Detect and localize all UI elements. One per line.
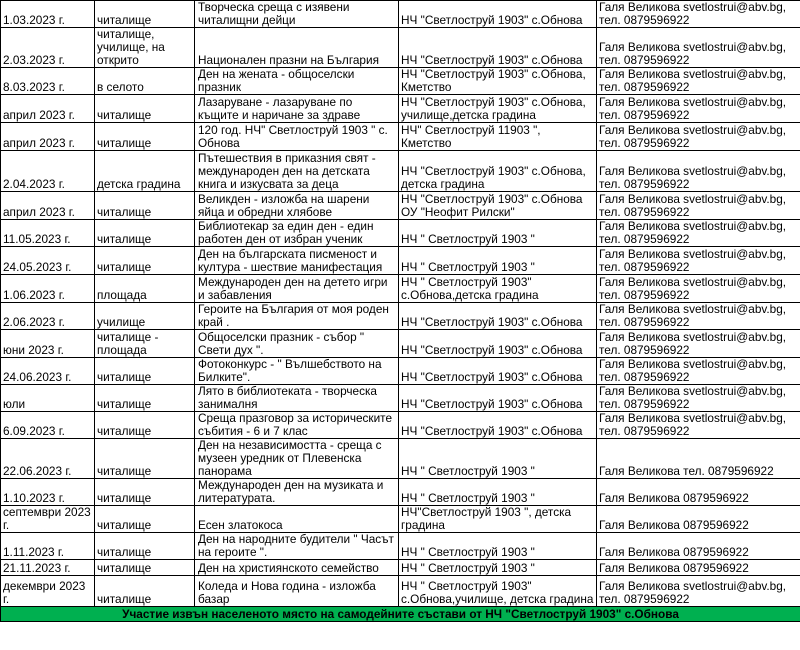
organizer-cell[interactable]: НЧ " Светлоструй 1903" с.Обнова,училище, детска градина: [399, 576, 597, 607]
contact-cell[interactable]: Галя Великова svetlostrui@abv.bg, тел. 0879596922: [597, 412, 800, 439]
event-cell[interactable]: Есен златокоса: [195, 506, 399, 533]
date-cell[interactable]: юни 2023 г.: [1, 330, 95, 358]
place-cell[interactable]: площада: [95, 275, 195, 303]
organizer-cell[interactable]: НЧ " Светлоструй 1903 ": [399, 533, 597, 560]
event-cell[interactable]: Ден на независимостта - среща с музеен уредник от Плевенска панорама: [195, 439, 399, 479]
date-cell[interactable]: 24.05.2023 г.: [1, 247, 95, 275]
place-cell[interactable]: читалище: [95, 560, 195, 576]
organizer-cell[interactable]: НЧ"Светлоструй 1903 ", детска градина: [399, 506, 597, 533]
contact-cell[interactable]: Галя Великова svetlostrui@abv.bg, тел. 0879596922: [597, 358, 800, 385]
table-row: [1, 220, 800, 247]
date-cell[interactable]: 2.03.2023 г.: [1, 28, 95, 68]
event-cell[interactable]: Творческа среща с изявени читалищни дейци: [195, 1, 399, 28]
date-cell[interactable]: 2.06.2023 г.: [1, 303, 95, 330]
place-cell[interactable]: читалище: [95, 247, 195, 275]
place-cell[interactable]: читалище: [95, 533, 195, 560]
contact-cell[interactable]: Галя Великова svetlostrui@abv.bg, тел. 0879596922: [597, 275, 800, 303]
place-cell[interactable]: училище: [95, 303, 195, 330]
contact-cell[interactable]: Галя Великова svetlostrui@abv.bg, тел. 0879596922: [597, 330, 800, 358]
table-row: [1, 479, 800, 506]
contact-cell[interactable]: Галя Великова svetlostrui@abv.bg, тел. 0879596922: [597, 151, 800, 192]
date-cell[interactable]: 21.11.2023 г.: [1, 560, 95, 576]
date-cell[interactable]: 6.09.2023 г.: [1, 412, 95, 439]
table-row: [1, 560, 800, 576]
organizer-cell[interactable]: НЧ "Светлоструй 1903" с.Обнова, Кметство: [399, 68, 597, 95]
event-cell[interactable]: Героите на България от моя роден край .: [195, 303, 399, 330]
table-row: [1, 358, 800, 385]
contact-cell[interactable]: Галя Великова svetlostrui@abv.bg, тел. 0879596922: [597, 576, 800, 607]
organizer-cell[interactable]: НЧ "Светлоструй 1903" с.Обнова: [399, 303, 597, 330]
organizer-cell[interactable]: НЧ "Светлоструй 1903" с.Обнова: [399, 358, 597, 385]
table-row: [1, 192, 800, 220]
contact-cell[interactable]: Галя Великова svetlostrui@abv.bg, тел. 0879596922: [597, 1, 800, 28]
place-cell[interactable]: читалище: [95, 439, 195, 479]
event-cell[interactable]: Великден - изложба на шарени яйца и обредни хлябове: [195, 192, 399, 220]
organizer-cell[interactable]: НЧ "Светлоструй 1903" с.Обнова, детска градина: [399, 151, 597, 192]
table-row: [1, 275, 800, 303]
event-cell[interactable]: Ден на християнското семейство: [195, 560, 399, 576]
table-row: [1, 1, 800, 28]
table-row: [1, 439, 800, 479]
organizer-cell[interactable]: НЧ "Светлоструй 1903" с.Обнова: [399, 412, 597, 439]
place-cell[interactable]: читалище - площада: [95, 330, 195, 358]
event-cell[interactable]: Ден на българската писменост и култура - шествие манифестация: [195, 247, 399, 275]
table-row: [1, 412, 800, 439]
organizer-cell[interactable]: НЧ "Светлоструй 1903" с.Обнова: [399, 28, 597, 68]
place-cell[interactable]: читалище: [95, 192, 195, 220]
section-header-cell[interactable]: Участие извън населеното място на самодейните състави от НЧ "Светлоструй 1903" с.Обнова: [1, 607, 800, 622]
organizer-cell[interactable]: НЧ "Светлоструй 1903" с.Обнова, училище,детска градина: [399, 95, 597, 123]
table-row: [1, 28, 800, 68]
organizer-cell[interactable]: НЧ "Светлоструй 1903" с.Обнова: [399, 1, 597, 28]
contact-cell[interactable]: Галя Великова 0879596922: [597, 560, 800, 576]
contact-cell[interactable]: Галя Великова svetlostrui@abv.bg, тел. 0879596922: [597, 385, 800, 412]
organizer-cell[interactable]: НЧ " Светлоструй 1903" с.Обнова,детска градина: [399, 275, 597, 303]
contact-cell[interactable]: Галя Великова 0879596922: [597, 506, 800, 533]
date-cell[interactable]: 1.10.2023 г.: [1, 479, 95, 506]
place-cell[interactable]: читалище: [95, 506, 195, 533]
contact-cell[interactable]: Галя Великова svetlostrui@abv.bg, тел. 0879596922: [597, 247, 800, 275]
table-row: [1, 330, 800, 358]
contact-cell[interactable]: Галя Великова svetlostrui@abv.bg, тел. 0879596922: [597, 28, 800, 68]
event-cell[interactable]: Международен ден на музиката и литературата.: [195, 479, 399, 506]
date-cell[interactable]: декември 2023 г.: [1, 576, 95, 607]
place-cell[interactable]: читалище: [95, 1, 195, 28]
table-row: [1, 68, 800, 95]
organizer-cell[interactable]: НЧ " Светлоструй 1903 ": [399, 479, 597, 506]
event-cell[interactable]: Коледа и Нова година - изложба базар: [195, 576, 399, 607]
contact-cell[interactable]: Галя Великова svetlostrui@abv.bg, тел. 0879596922: [597, 68, 800, 95]
contact-cell[interactable]: Галя Великова svetlostrui@abv.bg, тел. 0879596922: [597, 192, 800, 220]
date-cell[interactable]: 8.03.2023 г.: [1, 68, 95, 95]
organizer-cell[interactable]: НЧ " Светлоструй 1903 ": [399, 560, 597, 576]
event-cell[interactable]: Ден на жената - общоселски празник: [195, 68, 399, 95]
table-row: [1, 303, 800, 330]
date-cell[interactable]: април 2023 г.: [1, 95, 95, 123]
contact-cell[interactable]: Галя Великова svetlostrui@abv.bg, тел. 0879596922: [597, 95, 800, 123]
organizer-cell[interactable]: НЧ "Светлоструй 1903" с.Обнова ОУ "Неофит Рилски": [399, 192, 597, 220]
table-row: [1, 533, 800, 560]
place-cell[interactable]: читалище: [95, 412, 195, 439]
table-row: [1, 123, 800, 151]
event-cell[interactable]: Общоселски празник - събор " Свети дух ".: [195, 330, 399, 358]
table-row: [1, 576, 800, 607]
date-cell[interactable]: 22.06.2023 г.: [1, 439, 95, 479]
date-cell[interactable]: 1.11.2023 г.: [1, 533, 95, 560]
contact-cell[interactable]: Галя Великова 0879596922: [597, 479, 800, 506]
table-row: [1, 385, 800, 412]
place-cell[interactable]: детска градина: [95, 151, 195, 192]
event-cell[interactable]: Среща празговор за историческите събития - 6 и 7 клас: [195, 412, 399, 439]
organizer-cell[interactable]: НЧ" Светлоструй 11903 ", Кметство: [399, 123, 597, 151]
place-cell[interactable]: читалище: [95, 385, 195, 412]
place-cell[interactable]: читалище, училище, на открито: [95, 28, 195, 68]
date-cell[interactable]: септември 2023 г.: [1, 506, 95, 533]
date-cell[interactable]: 24.06.2023 г.: [1, 358, 95, 385]
section-header-row: [1, 607, 800, 622]
event-cell[interactable]: 120 год. НЧ" Светлоструй 1903 " с. Обнова: [195, 123, 399, 151]
contact-cell[interactable]: Галя Великова 0879596922: [597, 533, 800, 560]
organizer-cell[interactable]: НЧ "Светлоструй 1903" с.Обнова: [399, 330, 597, 358]
table-row: [1, 151, 800, 192]
place-cell[interactable]: читалище: [95, 95, 195, 123]
place-cell[interactable]: читалище: [95, 358, 195, 385]
date-cell[interactable]: 11.05.2023 г.: [1, 220, 95, 247]
event-cell[interactable]: Лазаруване - лазаруване по къщите и наричане за здраве: [195, 95, 399, 123]
contact-cell[interactable]: Галя Великова svetlostrui@abv.bg, тел. 0879596922: [597, 220, 800, 247]
place-cell[interactable]: читалище: [95, 123, 195, 151]
table-row: [1, 247, 800, 275]
date-cell[interactable]: 2.04.2023 г.: [1, 151, 95, 192]
event-cell[interactable]: Лято в библиотеката - творческа занималня: [195, 385, 399, 412]
date-cell[interactable]: април 2023 г.: [1, 123, 95, 151]
date-cell[interactable]: 1.06.2023 г.: [1, 275, 95, 303]
event-cell[interactable]: Библиотекар за един ден - един работен ден от избран ученик: [195, 220, 399, 247]
contact-cell[interactable]: Галя Великова svetlostrui@abv.bg, тел. 0879596922: [597, 303, 800, 330]
date-cell[interactable]: юли: [1, 385, 95, 412]
event-cell[interactable]: Пътешествия в приказния свят - международен ден на детската книга и изкусвата за деца: [195, 151, 399, 192]
place-cell[interactable]: читалище: [95, 479, 195, 506]
table-row: [1, 506, 800, 533]
organizer-cell[interactable]: НЧ "Светлоструй 1903" с.Обнова: [399, 385, 597, 412]
contact-cell[interactable]: Галя Великова тел. 0879596922: [597, 439, 800, 479]
event-cell[interactable]: Фотоконкурс - " Вълшебството на Билките".: [195, 358, 399, 385]
event-cell[interactable]: Международен ден на детето игри и забавления: [195, 275, 399, 303]
place-cell[interactable]: в селото: [95, 68, 195, 95]
organizer-cell[interactable]: НЧ " Светлоструй 1903 ": [399, 247, 597, 275]
date-cell[interactable]: 1.03.2023 г.: [1, 1, 95, 28]
place-cell[interactable]: читалище: [95, 576, 195, 607]
contact-cell[interactable]: Галя Великова svetlostrui@abv.bg, тел. 0879596922: [597, 123, 800, 151]
organizer-cell[interactable]: НЧ " Светлоструй 1903 ": [399, 220, 597, 247]
date-cell[interactable]: април 2023 г.: [1, 192, 95, 220]
table-row: [1, 95, 800, 123]
event-cell[interactable]: Ден на народните будители " Часът на героите ".: [195, 533, 399, 560]
place-cell[interactable]: читалище: [95, 220, 195, 247]
event-cell[interactable]: Национален празни на България: [195, 28, 399, 68]
organizer-cell[interactable]: НЧ " Светлоструй 1903 ": [399, 439, 597, 479]
